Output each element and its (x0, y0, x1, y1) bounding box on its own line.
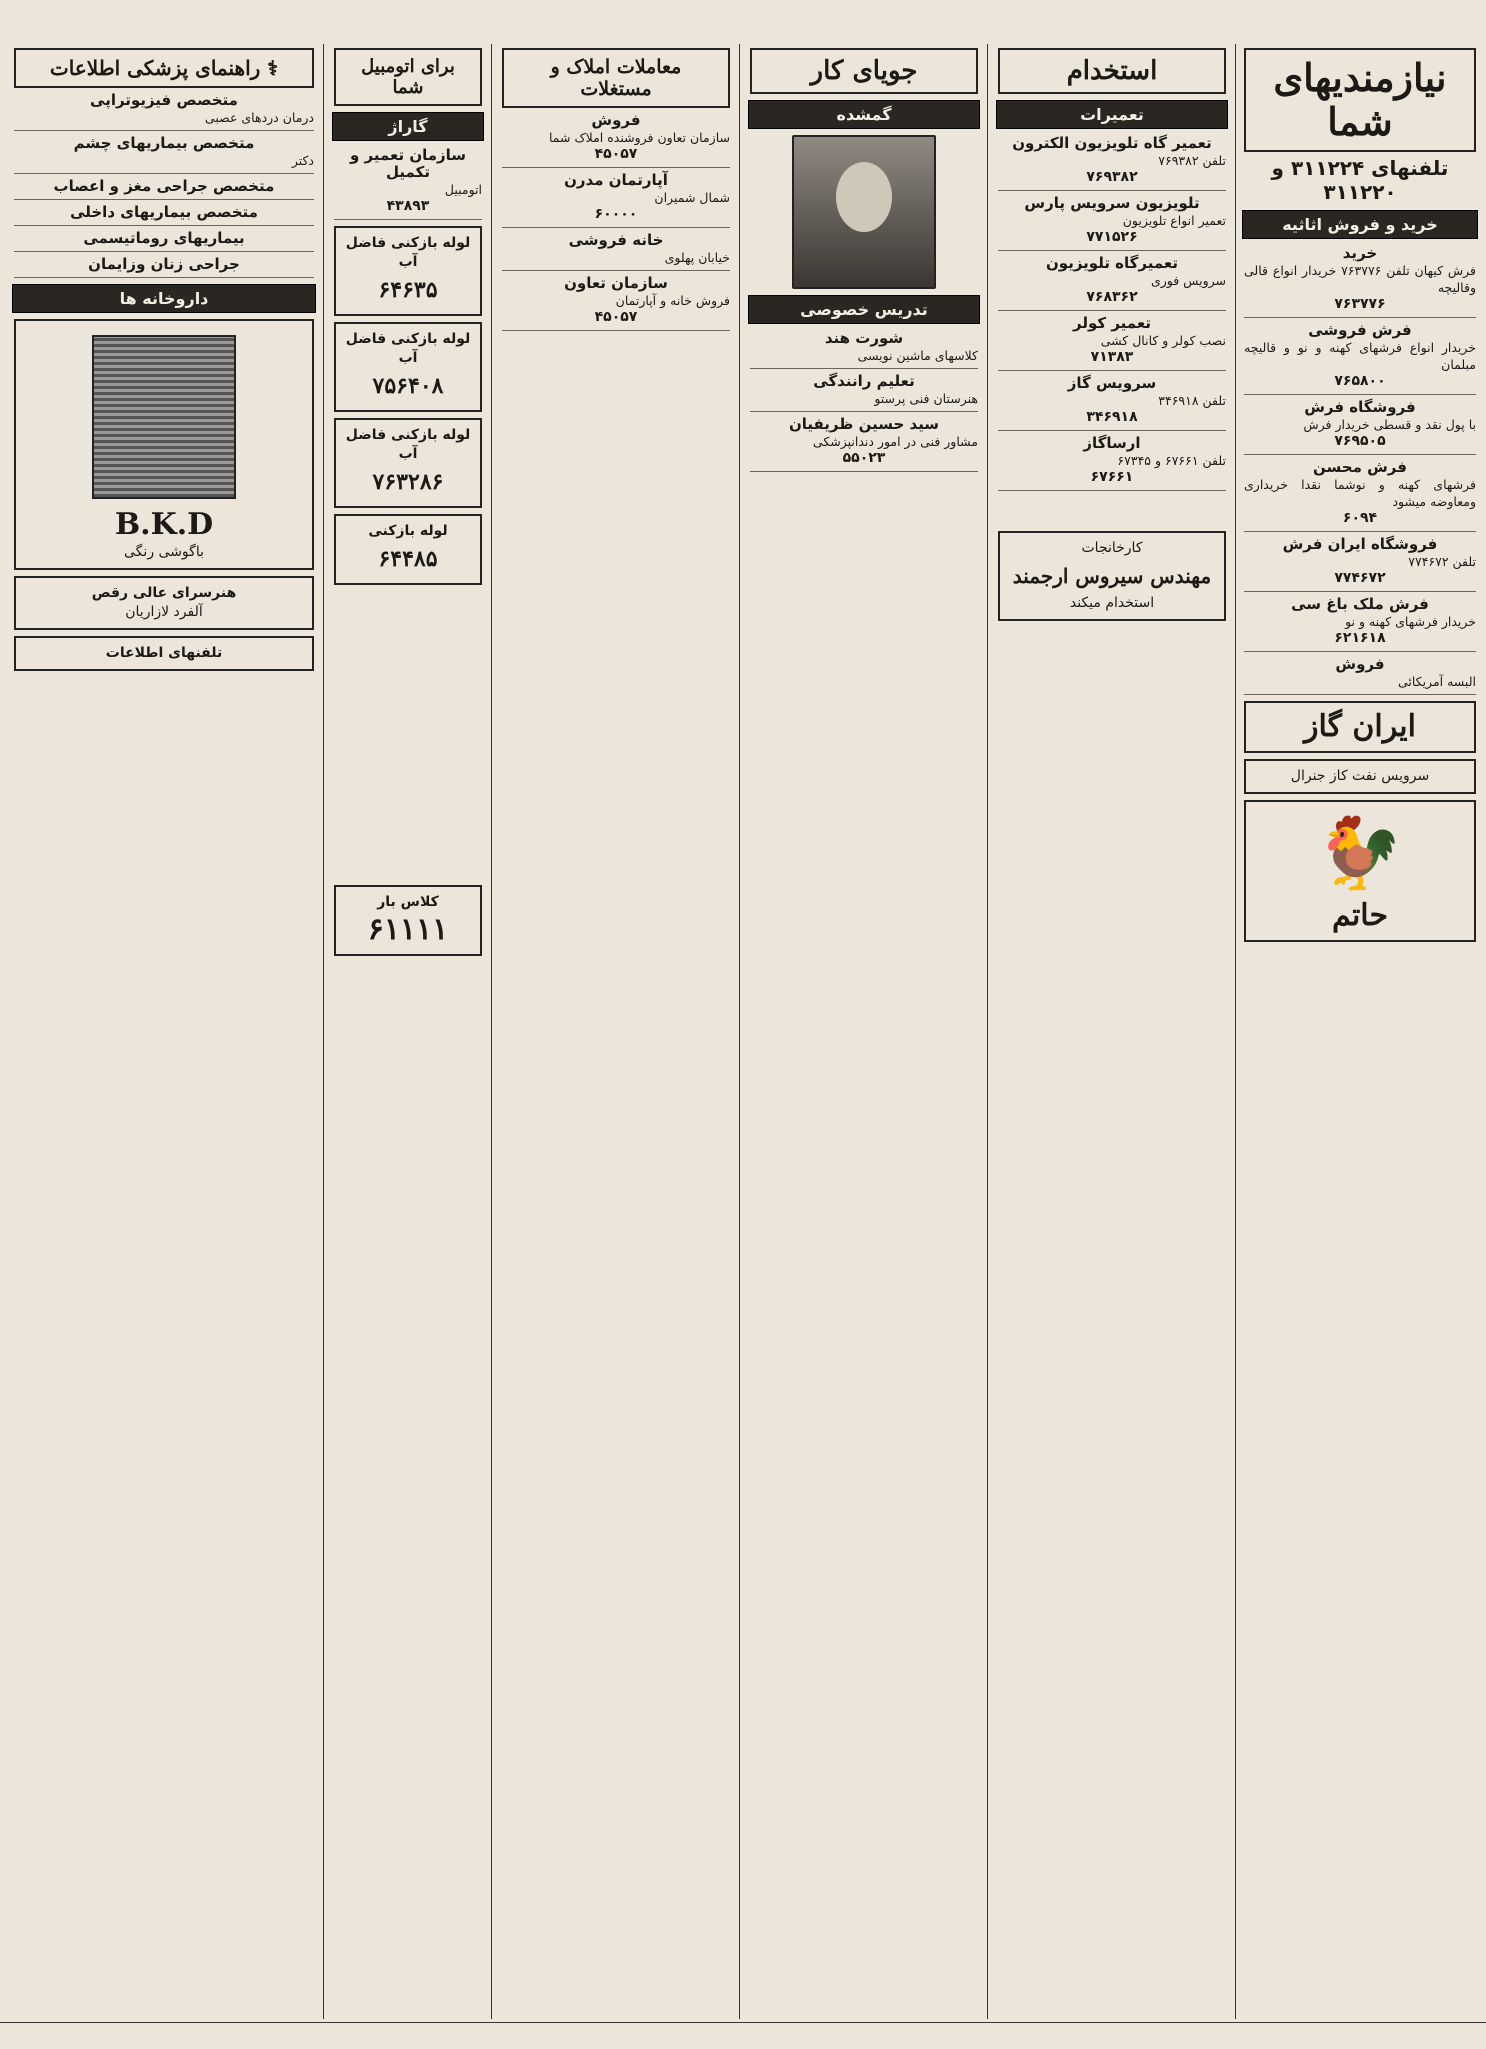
ad-item: متخصص جراحی مغز و اعصاب (14, 178, 314, 200)
ad-item: سرویس گاز تلفن ۳۴۶۹۱۸ ۳۴۶۹۱۸ (998, 375, 1226, 431)
ad-item: متخصص بیماریهای چشم دکتر (14, 135, 314, 174)
ad-item: تعمیر کولر نصب کولر و کانال کشی ۷۱۳۸۳ (998, 315, 1226, 371)
ad-item: سازمان تعمیر و تکمیل اتومبیل ۴۳۸۹۳ (334, 147, 482, 220)
ad-item: تعمیر گاه تلویزیون الکترون تلفن ۷۶۹۳۸۲ ۷۶۹۳۸۲ (998, 135, 1226, 191)
auto-header: برای اتومبیل شما (334, 48, 482, 106)
column-medical (8, 44, 320, 2019)
ad-item: فرش محسن فرشهای کهنه و نوشما نقدا خریداری ومعاوضه میشود ۶۰۹۴ (1244, 459, 1476, 532)
section-lost: گمشده (748, 100, 980, 129)
ad-item: فروش البسه آمریکائی (1244, 656, 1476, 695)
dance-school-ad: هنرسرای عالی رقص آلفرد لازاریان (14, 576, 314, 630)
info-phones-box: تلفنهای اطلاعات (14, 636, 314, 671)
section-garage: گاراژ (332, 112, 484, 141)
realestate-header: معاملات املاک و مستغلات (502, 48, 730, 108)
bkd-phone-ad: B.K.D باگوشی رنگی (14, 319, 314, 570)
ad-item: خرید فرش کیهان تلفن ۷۶۳۷۷۶ خریدار انواع قالی وقالیچه ۷۶۳۷۷۶ (1244, 245, 1476, 318)
hatam-ad: 🐓 حاتم (1244, 800, 1476, 942)
class-bar-ad: کلاس بار ۶۱۱۱۱ (334, 885, 482, 956)
ad-item: سازمان تعاون فروش خانه و آپارتمان ۴۵۰۵۷ (502, 275, 730, 331)
medical-cup-icon: ⚕ (267, 56, 279, 80)
column-divider (323, 44, 324, 2019)
column-jobseekers (744, 44, 984, 2019)
column-divider (491, 44, 492, 2019)
column-auto (328, 44, 488, 2019)
medical-header: ⚕ راهنمای پزشکی اطلاعات (14, 48, 314, 88)
column-divider (1235, 44, 1236, 2019)
ad-item: فرش ملک باغ سی خریدار فرشهای کهنه و نو ۶۲۱۶۱۸ (1244, 596, 1476, 652)
iran-gas-ad: ایران گاز (1244, 701, 1476, 753)
general-gas-ad: سرویس نفت کاز جنرال (1244, 759, 1476, 794)
ad-item: فرش فروشی خریدار انواع فرشهای کهنه و نو و قالیچه مبلمان ۷۶۵۸۰۰ (1244, 322, 1476, 395)
ad-item: متخصص فیزیوتراپی درمان دردهای عصبی (14, 92, 314, 131)
ad-item: متخصص بیماریهای داخلی (14, 204, 314, 226)
section-sales: خرید و فروش اثاثیه (1242, 210, 1478, 239)
column-divider (987, 44, 988, 2019)
plumbing-ad: لوله بازکنی فاضل آب ۶۴۶۳۵ (334, 226, 482, 316)
column-employment (992, 44, 1232, 2019)
section-repairs: تعمیرات (996, 100, 1228, 129)
section-pharmacy: داروخانه ها (12, 284, 316, 313)
column-needs (1238, 44, 1482, 2019)
needs-header: نیازمندیهای شما (1244, 48, 1476, 152)
phone-device-image (92, 335, 236, 499)
section-teaching: تدریس خصوصی (748, 295, 980, 324)
ad-item: فروشگاه ایران فرش تلفن ۷۷۴۶۷۲ ۷۷۴۶۷۲ (1244, 536, 1476, 592)
ad-item: خانه فروشی خیابان پهلوی (502, 232, 730, 271)
plumbing-ad: لوله بازکنی فاضل آب ۷۶۳۲۸۶ (334, 418, 482, 508)
rooster-icon: 🐓 (1316, 812, 1404, 894)
ad-item: بیماریهای روماتیسمی (14, 230, 314, 252)
ad-item: تلویزیون سرویس پارس تعمیر انواع تلویزیون ۷۷۱۵۲۶ (998, 195, 1226, 251)
arjmand-ad: کارخانجات مهندس سیروس ارجمند استخدام میکند (998, 531, 1226, 621)
ad-item: تعلیم رانندگی هنرستان فنی پرستو (750, 373, 978, 412)
ad-item: فروشگاه فرش با پول نقد و قسطی خریدار فرش ۷۶۹۵۰۵ (1244, 399, 1476, 455)
column-divider (739, 44, 740, 2019)
column-realestate (496, 44, 736, 2019)
ad-item: فروش سازمان تعاون فروشنده املاک شما ۴۵۰۵۷ (502, 112, 730, 168)
employment-header: استخدام (998, 48, 1226, 94)
ad-item: ارساگاز تلفن ۶۷۶۶۱ و ۶۷۳۴۵ ۶۷۶۶۱ (998, 435, 1226, 491)
ad-item: شورت هند کلاسهای ماشین نویسی (750, 330, 978, 369)
page-footer-rule (0, 2022, 1486, 2043)
missing-person-photo (792, 135, 936, 289)
ad-item: جراحی زنان وزایمان (14, 256, 314, 278)
jobseekers-header: جویای کار (750, 48, 978, 94)
ad-item: سید حسین ظریفیان مشاور فنی در امور دندانپزشکی ۵۵۰۲۳ (750, 416, 978, 472)
needs-phones: تلفنهای ۳۱۱۲۲۴ و ۳۱۱۲۲۰ (1271, 156, 1449, 204)
plumbing-ad: لوله بازکنی فاضل آب ۷۵۶۴۰۸ (334, 322, 482, 412)
ad-item: تعمیرگاه تلویزیون سرویس فوری ۷۶۸۳۶۲ (998, 255, 1226, 311)
ad-item: آپارتمان مدرن شمال شمیران ۶۰۰۰۰ (502, 172, 730, 228)
plumbing-ad: لوله بازکنی ۶۴۴۸۵ (334, 514, 482, 585)
